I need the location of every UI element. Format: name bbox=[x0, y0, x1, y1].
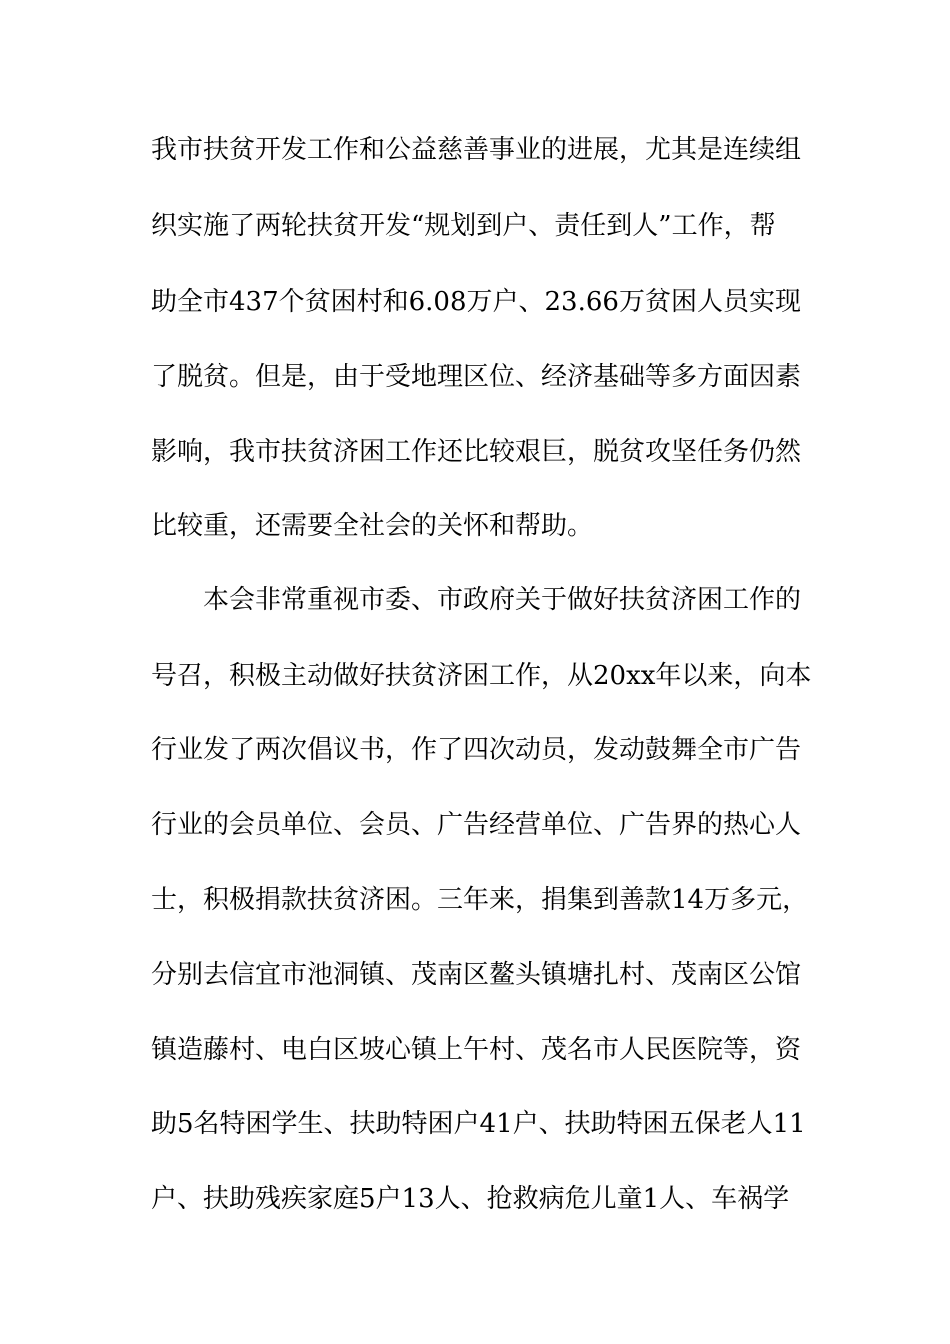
paragraph-line: 助全市437个贫困村和6.08万户、23.66万贫困人员实现 bbox=[151, 287, 801, 317]
paragraph-line: 织实施了两轮扶贫开发“规划到户、责任到人”工作，帮 bbox=[151, 211, 776, 241]
paragraph-line: 行业发了两次倡议书，作了四次动员，发动鼓舞全市广告 bbox=[151, 735, 802, 765]
paragraph-line: 影响，我市扶贫济困工作还比较艰巨，脱贫攻坚任务仍然 bbox=[151, 437, 802, 467]
paragraph-line: 本会非常重视市委、市政府关于做好扶贫济困工作的 bbox=[203, 585, 802, 615]
paragraph-line: 分别去信宜市池洞镇、茂南区鳌头镇塘扎村、茂南区公馆 bbox=[151, 960, 802, 990]
paragraph-line: 助5名特困学生、扶助特困户41户、扶助特困五保老人11 bbox=[151, 1109, 806, 1139]
paragraph-line: 了脱贫。但是，由于受地理区位、经济基础等多方面因素 bbox=[151, 362, 802, 392]
paragraph-line: 我市扶贫开发工作和公益慈善事业的进展，尤其是连续组 bbox=[151, 135, 802, 165]
paragraph-line: 号召，积极主动做好扶贫济困工作，从20xx年以来，向本 bbox=[151, 661, 812, 691]
paragraph-line: 镇造藤村、电白区坡心镇上午村、茂名市人民医院等，资 bbox=[151, 1035, 802, 1065]
paragraph-line: 士，积极捐款扶贫济困。三年来，捐集到善款14万多元， bbox=[151, 885, 809, 915]
paragraph-line: 比较重，还需要全社会的关怀和帮助。 bbox=[151, 511, 594, 541]
paragraph-line: 户、扶助残疾家庭5户13人、抢救病危儿童1人、车祸学 bbox=[151, 1184, 790, 1214]
paragraph-line: 行业的会员单位、会员、广告经营单位、广告界的热心人 bbox=[151, 810, 802, 840]
